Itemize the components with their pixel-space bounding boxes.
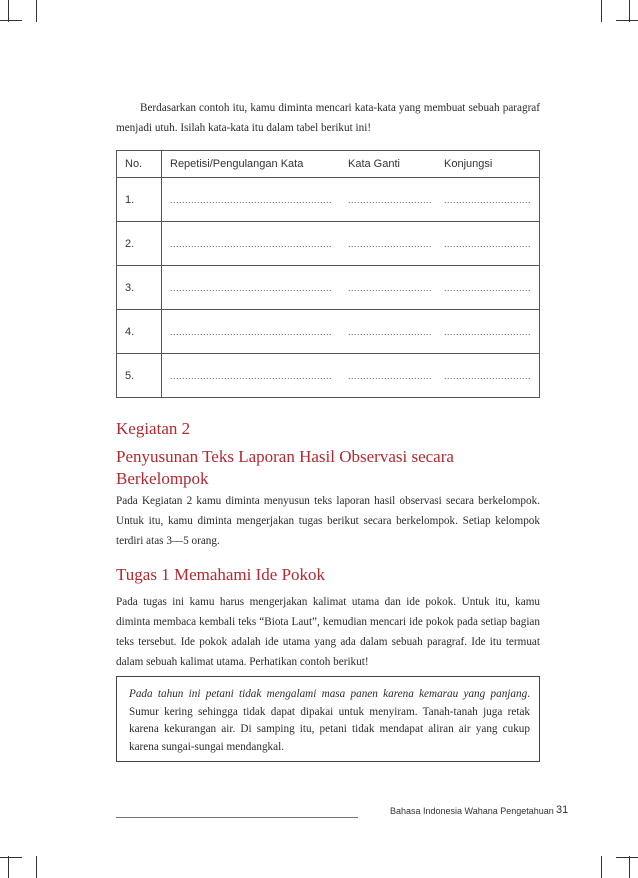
repetisi-blank: ...................................................... bbox=[162, 354, 341, 398]
konjungsi-blank: ............................. bbox=[436, 310, 540, 354]
kata-ganti-blank: ............................ bbox=[340, 222, 436, 266]
konjungsi-blank: ............................. bbox=[436, 178, 540, 222]
row-number: 2. bbox=[117, 222, 162, 266]
table-row bbox=[117, 222, 540, 266]
row-number: 3. bbox=[117, 266, 162, 310]
header-konjungsi: Konjungsi bbox=[436, 151, 540, 178]
repetisi-blank: ...................................................... bbox=[162, 178, 341, 222]
footer-divider bbox=[116, 817, 358, 818]
page-number: 31 bbox=[556, 804, 569, 816]
kata-ganti-blank: ............................ bbox=[340, 310, 436, 354]
header-repetisi: Repetisi/Pengulangan Kata bbox=[162, 151, 341, 178]
table-row bbox=[117, 266, 540, 310]
example-main-sentence: Pada tahun ini petani tidak mengalami masa panen karena kemarau yang panjang bbox=[129, 688, 528, 700]
example-box bbox=[116, 676, 540, 762]
kegiatan-body: Pada Kegiatan 2 kamu diminta menyusun teks laporan hasil observasi secara berkelompok. Untuk itu, kamu diminta mengerjakan tugas berikut secara berkelompok. Setiap kelompok terdiri atas 3—5 orang. bbox=[116, 495, 540, 547]
row-number: 1. bbox=[117, 178, 162, 222]
row-number: 4. bbox=[117, 310, 162, 354]
footer-book-title: Bahasa Indonesia Wahana Pengetahuan bbox=[390, 806, 554, 816]
example-supporting-sentences: . Sumur kering sehingga tidak dapat dipakai untuk menyiram. Tanah-tanah juga retak karena kekurangan air. Di samping itu, petani tidak mendapat aliran air yang cukup karena sungai-sungai mendangkal. bbox=[129, 688, 530, 753]
repetisi-blank: ...................................................... bbox=[162, 310, 341, 354]
row-number: 5. bbox=[117, 354, 162, 398]
kegiatan-label: Kegiatan 2 bbox=[116, 419, 191, 438]
header-kata-ganti: Kata Ganti bbox=[340, 151, 436, 178]
answer-table bbox=[116, 150, 540, 398]
kata-ganti-blank: ............................ bbox=[340, 178, 436, 222]
example-text bbox=[129, 686, 530, 756]
header-no: No. bbox=[117, 151, 162, 178]
kata-ganti-blank: ............................ bbox=[340, 266, 436, 310]
table-row bbox=[117, 354, 540, 398]
konjungsi-blank: ............................. bbox=[436, 222, 540, 266]
kata-ganti-blank: ............................ bbox=[340, 354, 436, 398]
konjungsi-blank: ............................. bbox=[436, 354, 540, 398]
table-header-row bbox=[117, 151, 540, 178]
repetisi-blank: ...................................................... bbox=[162, 266, 341, 310]
tugas-body: Pada tugas ini kamu harus mengerjakan kalimat utama dan ide pokok. Untuk itu, kamu diminta membaca kembali teks “Biota Laut”, kemudian mencari ide pokok pada setiap bagian teks tersebut. Ide pokok adalah ide utama yang ada dalam sebuah paragraf. Ide itu termuat dalam sebuah kalimat utama. Perhatikan contoh berikut! bbox=[116, 596, 540, 668]
intro-paragraph: Berdasarkan contoh itu, kamu diminta mencari kata-kata yang membuat sebuah paragraf menjadi utuh. Isilah kata-kata itu dalam tabel berikut ini! bbox=[116, 102, 540, 134]
kegiatan-title: Penyusunan Teks Laporan Hasil Observasi secara Berkelompok bbox=[116, 447, 454, 488]
konjungsi-blank: ............................. bbox=[436, 266, 540, 310]
table-row bbox=[117, 310, 540, 354]
repetisi-blank: ...................................................... bbox=[162, 222, 341, 266]
table-row bbox=[117, 178, 540, 222]
tugas-title: Tugas 1 Memahami Ide Pokok bbox=[116, 565, 326, 584]
